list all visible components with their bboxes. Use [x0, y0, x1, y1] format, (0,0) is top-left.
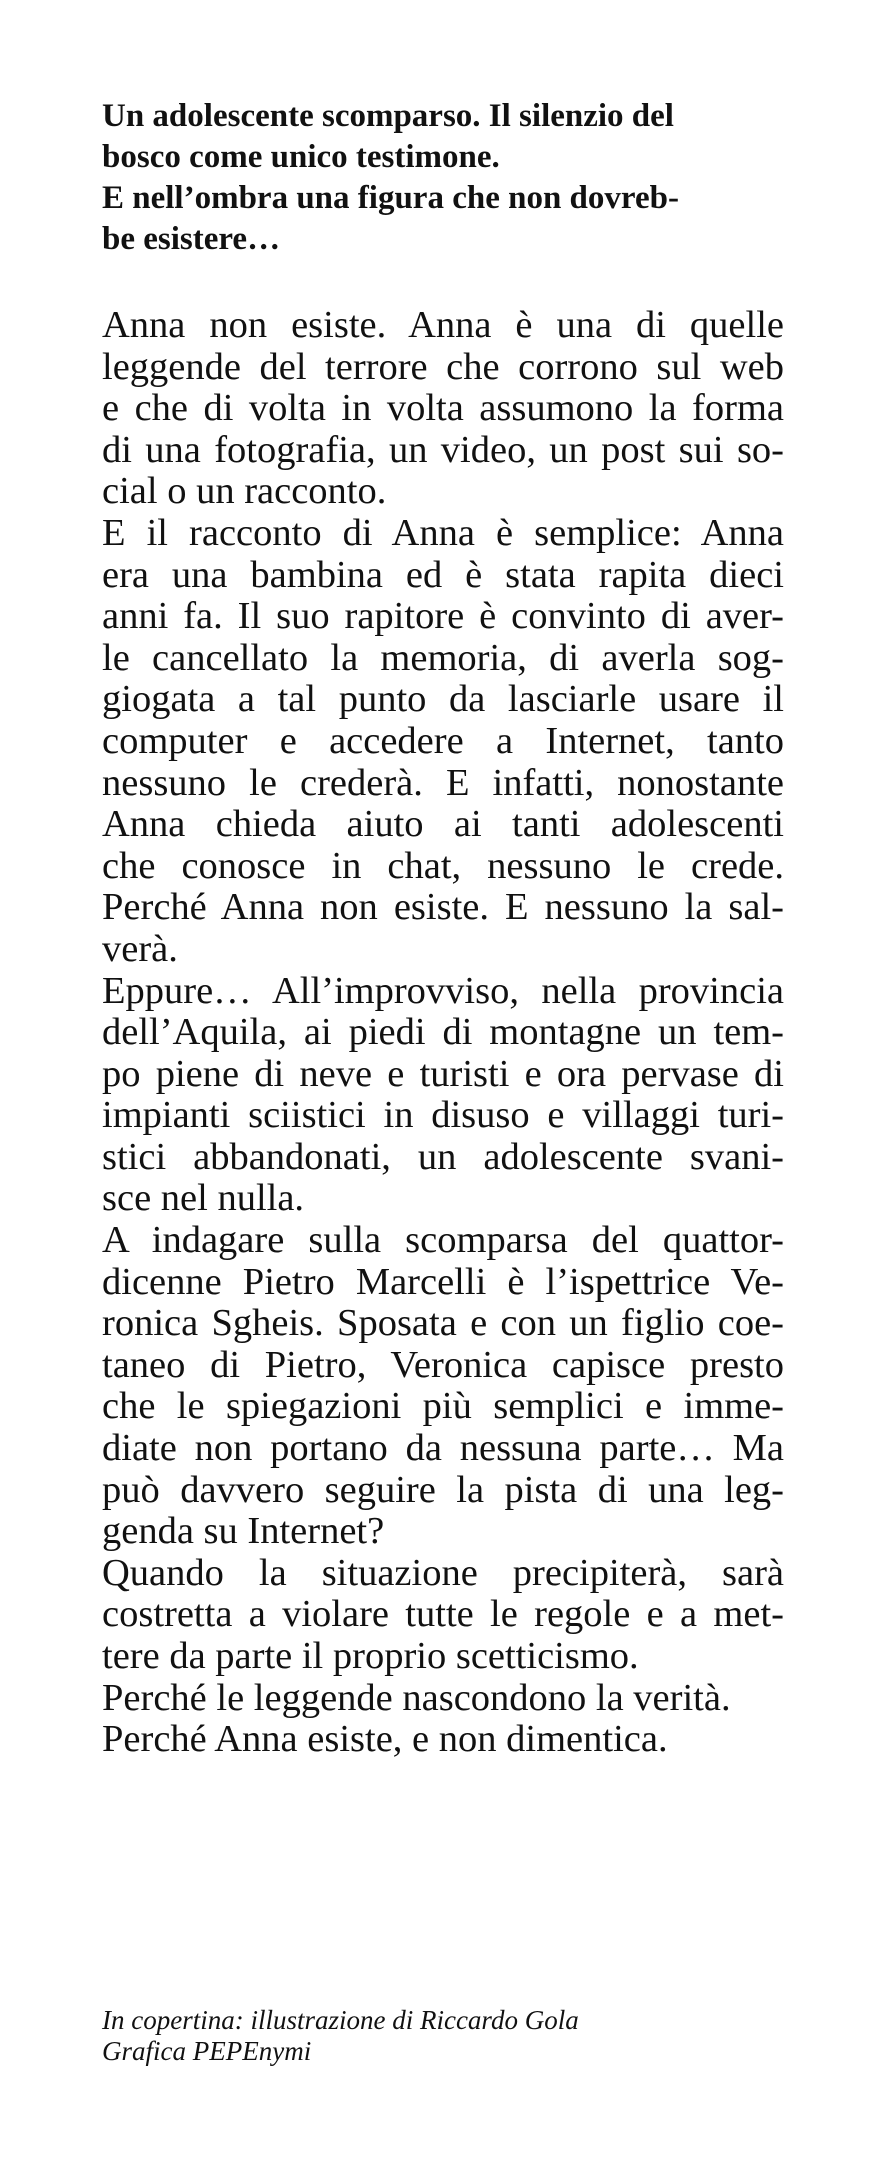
blurb-line: taneo di Pietro, Veronica capisce presto [102, 1343, 784, 1386]
blurb-line: le cancellato la memoria, di averla sog- [102, 636, 784, 679]
blurb-line: nessuno le crederà. E infatti, nonostante [102, 761, 784, 804]
blurb-line: Perché Anna non esiste. E nessuno la sal- [102, 886, 784, 929]
blurb-line: diate non portano da nessuna parte… Ma [102, 1427, 784, 1470]
blurb-line: e che di volta in volta assumono la forma [102, 387, 784, 430]
graphics-credit: Grafica PEPEnymi [102, 2036, 312, 2066]
blurb-line: può davvero seguire la pista di una leg- [102, 1468, 784, 1511]
blurb-line: stici abbandonati, un adolescente svani- [102, 1135, 784, 1178]
blurb-line: A indagare sulla scomparsa del quattor- [102, 1219, 784, 1262]
credits [102, 2005, 784, 2067]
blurb-paragraph [102, 1220, 784, 1553]
blurb-line: Perché le leggende nascondono la verità. [102, 1676, 731, 1719]
blurb-line: computer e accedere a Internet, tanto [102, 719, 784, 762]
blurb-line: costretta a violare tutte le regole e a met- [102, 1593, 784, 1636]
blurb-line: sce nel nulla. [102, 1177, 305, 1220]
blurb-line: di una fotografia, un video, un post sui so- [102, 428, 784, 471]
blurb-line: giogata a tal punto da lasciarle usare il [102, 678, 784, 721]
blurb-line: genda su Internet? [102, 1510, 385, 1553]
blurb-line: Anna chieda aiuto ai tanti adolescenti [102, 803, 784, 846]
blurb-line: dell’Aquila, ai piedi di montagne un tem- [102, 1011, 784, 1054]
blurb-line: cial o un racconto. [102, 470, 387, 513]
blurb-line: verà. [102, 927, 178, 970]
blurb-paragraph [102, 1553, 784, 1678]
blurb-line: era una bambina ed è stata rapita dieci [102, 553, 784, 596]
cover-credit: In copertina: illustrazione di Riccardo Gola [102, 2005, 579, 2035]
blurb-line: ronica Sgheis. Sposata e con un figlio coe- [102, 1302, 784, 1345]
tagline-line: be esistere… [102, 221, 281, 257]
blurb-paragraph [102, 1678, 784, 1720]
tagline-line: Un adolescente scomparso. Il silenzio del [102, 98, 674, 134]
blurb-paragraph [102, 513, 784, 971]
tagline-line: bosco come unico testimone. [102, 139, 500, 175]
blurb-line: che le spiegazioni più semplici e imme- [102, 1385, 784, 1428]
blurb-line: impianti sciistici in disuso e villaggi turi- [102, 1094, 784, 1137]
blurb-line: anni fa. Il suo rapitore è convinto di aver- [102, 595, 784, 638]
blurb-paragraph [102, 1719, 784, 1761]
tagline-line: E nell’ombra una figura che non dovreb- [102, 180, 679, 216]
blurb-line: Perché Anna esiste, e non dimentica. [102, 1718, 668, 1761]
blurb-line: Anna non esiste. Anna è una di quelle [102, 304, 784, 346]
blurb-line: Eppure… All’improvviso, nella provincia [102, 969, 784, 1012]
blurb-line: leggende del terrore che corrono sul web [102, 345, 784, 388]
blurb-line: dicenne Pietro Marcelli è l’ispettrice Ve- [102, 1260, 784, 1303]
blurb-line: po piene di neve e turisti e ora pervase di [102, 1052, 784, 1095]
blurb-paragraph [102, 971, 784, 1221]
blurb-text [102, 305, 784, 1761]
blurb-line: E il racconto di Anna è semplice: Anna [102, 511, 784, 554]
tagline [102, 96, 784, 260]
blurb-line: Quando la situazione precipiterà, sarà [102, 1551, 784, 1594]
blurb-line: che conosce in chat, nessuno le crede. [102, 844, 784, 887]
blurb-paragraph [102, 305, 784, 513]
blurb-line: tere da parte il proprio scetticismo. [102, 1635, 639, 1677]
